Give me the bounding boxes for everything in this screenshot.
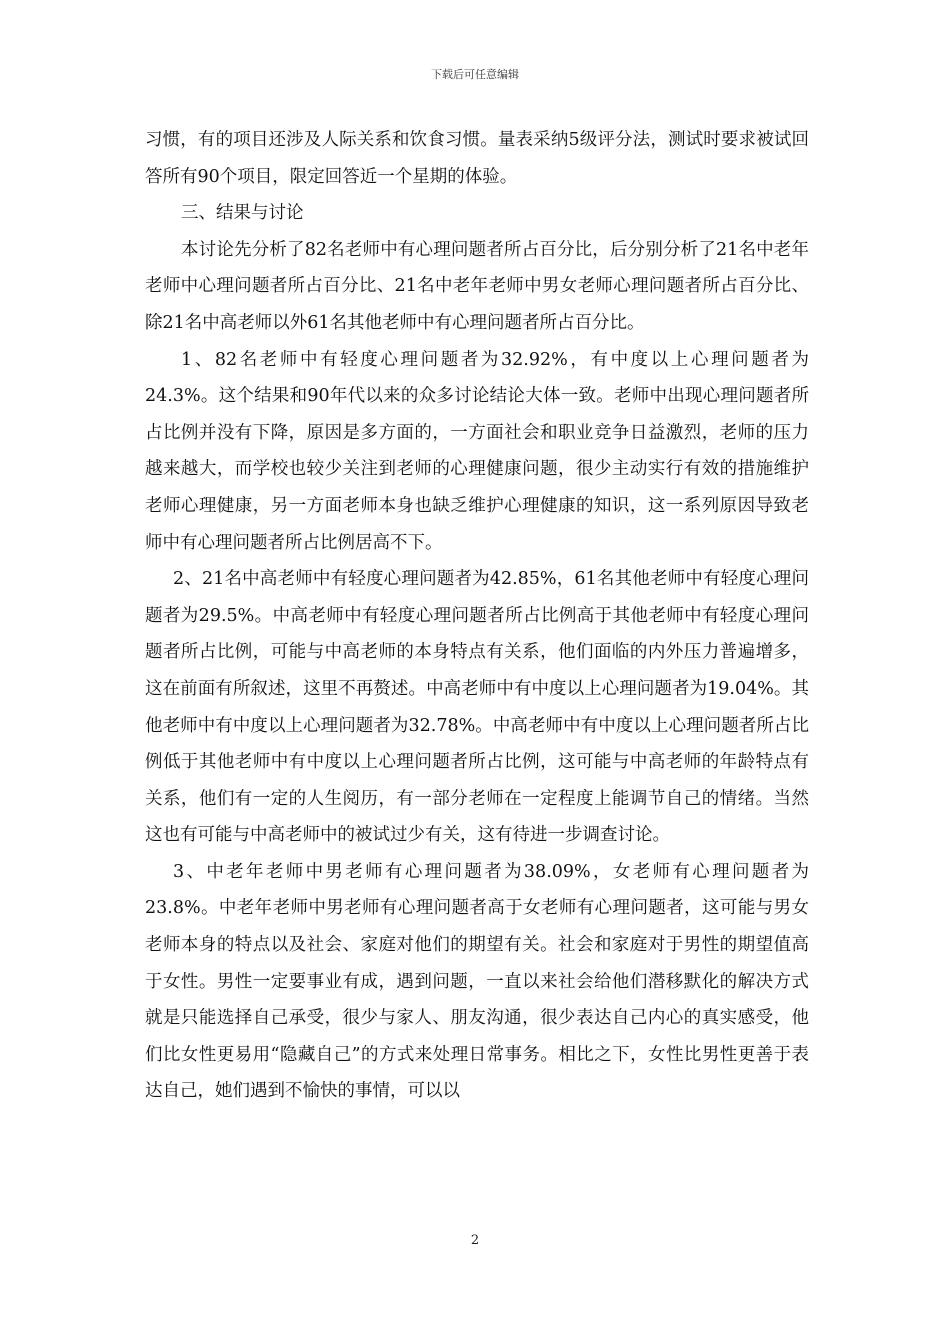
- page-header: 下载后可任意编辑: [431, 68, 519, 81]
- paragraph-point-2: 2、21名中高老师中有轻度心理问题者为42.85%，61名其他老师中有轻度心理问题者为29.5%。中高老师中有轻度心理问题者所占比例高于其他老师中有轻度心理问题者所占比例，可能与中高老师的本身特点有关系，他们面临的内外压力普遍增多，这在前面有所叙述，这里不再赘述。中高老师中有中度以上心理问题者为19.04%。其他老师中有中度以上心理问题者为32.78%。中高老师中有中度以上心理问题者所占比例低于其他老师中有中度以上心理问题者所占比例，这可能与中高老师的年龄特点有关系，他们有一定的人生阅历，有一部分老师在一定程度上能调节自己的情绪。当然这也有可能与中高老师中的被试过少有关，这有待进一步调查讨论。: [145, 569, 809, 846]
- paragraph-point-3: 3、中老年老师中男老师有心理问题者为38.09%，女老师有心理问题者为23.8%。中老年老师中男老师有心理问题者高于女老师有心理问题者，这可能与男女老师本身的特点以及社会、家庭对他们的期望有关。社会和家庭对于男性的期望值高于女性。男性一定要事业有成，遇到问题，一直以来社会给他们潜移默化的解决方式就是只能选择自己承受，很少与家人、朋友沟通，很少表达自己内心的真实感受，他们比女性更易用“隐藏自己”的方式来处理日常事务。相比之下，女性比男性更善于表达自己，她们遇到不愉快的事情，可以以: [145, 861, 809, 1102]
- document-body: [145, 122, 809, 1110]
- paragraph-intro: 本讨论先分析了82名老师中有心理问题者所占百分比，后分别分析了21名中老年老师中心理问题者所占百分比、21名中老年老师中男女老师心理问题者所占百分比、除21名中高老师以外61名其他老师中有心理问题者所占百分比。: [145, 239, 809, 333]
- page-number: 2: [470, 1233, 480, 1248]
- paragraph-continuation: 习惯，有的项目还涉及人际关系和饮食习惯。量表采纳5级评分法，测试时要求被试回答所有90个项目，限定回答近一个星期的体验。: [145, 130, 809, 187]
- section-heading: 三、结果与讨论: [181, 203, 304, 224]
- paragraph-point-1: 1、82名老师中有轻度心理问题者为32.92%，有中度以上心理问题者为24.3%。这个结果和90年代以来的众多讨论结论大体一致。老师中出现心理问题者所占比例并没有下降，原因是多方面的，一方面社会和职业竞争日益激烈，老师的压力越来越大，而学校也较少关注到老师的心理健康问题，很少主动实行有效的措施维护老师心理健康，另一方面老师本身也缺乏维护心理健康的知识，这一系列原因导致老师中有心理问题者所占比例居高不下。: [145, 349, 809, 553]
